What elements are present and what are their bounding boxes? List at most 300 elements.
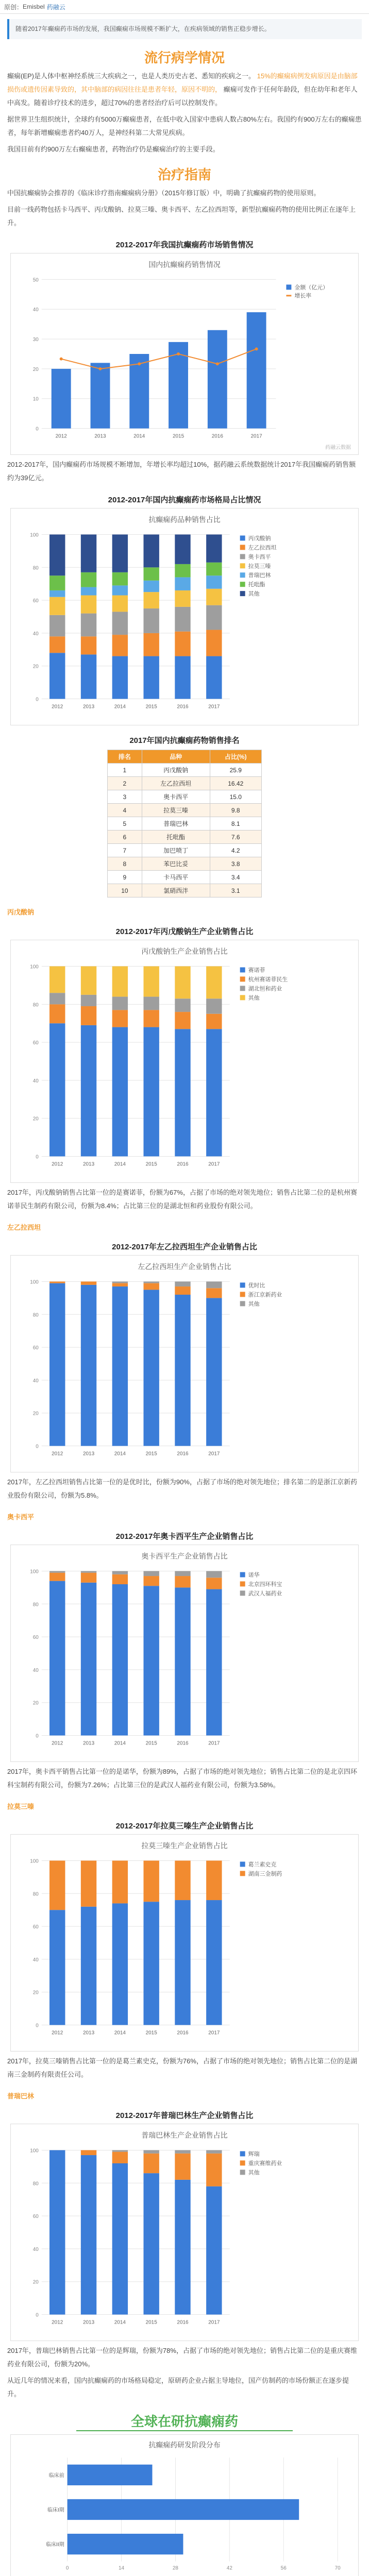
data-point — [177, 352, 180, 355]
bar — [206, 1861, 222, 1901]
highlight-text: 15%的癫痫病例发病原因是由脑部损伤或遗传因素导致的，其中脑部的病因往往是患者年轻，原因不明的， — [7, 72, 358, 94]
bar — [175, 1012, 190, 1029]
y-tick-label: 0 — [36, 426, 39, 432]
bar — [206, 1014, 222, 1029]
chart-title: 2012-2017年我国抗癫痫药市场销售情况 — [115, 241, 254, 250]
section-title-guideline: 治疗指南 — [157, 167, 211, 183]
legend-swatch — [286, 295, 291, 297]
table-row — [108, 817, 262, 831]
legend-swatch — [240, 554, 245, 560]
chart-svg — [11, 2435, 358, 2576]
chart-svg — [11, 1256, 358, 1472]
legend-label: 诺华 — [248, 1572, 260, 1579]
legend-label: 奥卡西平 — [248, 554, 271, 561]
table-cell: 4.2 — [210, 844, 261, 857]
chart-title: 2012-2017年拉莫三嗪生产企业销售占比 — [115, 1822, 254, 1831]
x-tick-label: 2013 — [82, 2319, 95, 2326]
legend-label: 普瑞巴林 — [248, 572, 271, 579]
bar — [81, 1583, 96, 1736]
top-bar — [0, 0, 369, 14]
y-tick-label: 临床前 — [48, 2473, 64, 2479]
paragraph: 2017年，左乙拉西坦销售占比第一位的是优时比，份额为90%，占据了市场的绝对领先地位；排名第二的是浙江京新药业股份有限公司，份额为5.8%。 — [7, 1478, 357, 1500]
chart-svg — [11, 1835, 358, 2051]
bar — [81, 2155, 96, 2314]
paragraph: 据世界卫生组织统计，全球约有5000万癫痫患者，在低中收入国家中患病人数占80%左右。我国约有900万左右的癫痫患者，每年新增癫痫患者约40万人，是神经科第二大常见疾病。 — [7, 115, 362, 137]
bar — [206, 575, 222, 589]
legend-swatch — [240, 536, 245, 541]
x-tick-label: 2012 — [52, 704, 63, 710]
bar — [81, 995, 96, 1006]
x-tick-label: 2012 — [52, 1740, 63, 1747]
y-tick-label: 100 — [30, 1858, 39, 1865]
x-tick-label: 2015 — [145, 1161, 157, 1167]
bar — [175, 1286, 190, 1295]
x-tick-label: 2014 — [114, 2319, 126, 2326]
chart-inner-title: 丙戊酸钠生产企业销售占比 — [141, 947, 228, 956]
y-tick-label: 60 — [32, 1345, 39, 1351]
bar — [112, 1574, 128, 1584]
bar — [81, 1025, 96, 1157]
chart-title: 2012-2017年奥卡西平生产企业销售占比 — [115, 1532, 254, 1541]
table-row — [108, 764, 262, 777]
x-tick-label: 2017 — [208, 2319, 220, 2326]
bar — [112, 535, 128, 572]
legend-label: 增长率 — [294, 293, 312, 299]
table-cell: 3 — [108, 790, 142, 804]
table-cell: 氯硝西泮 — [142, 884, 210, 897]
bar — [91, 363, 110, 429]
y-tick-label: 100 — [30, 532, 39, 538]
table-row — [108, 871, 262, 884]
table-cell: 5 — [108, 817, 142, 831]
bar — [206, 998, 222, 1014]
bar — [175, 1571, 190, 1577]
legend-label: 杭州赛诺菲民生 — [248, 976, 288, 983]
legend-swatch — [240, 545, 245, 550]
bar — [143, 2173, 159, 2314]
table-cell: 8 — [108, 857, 142, 871]
y-tick-label: 100 — [30, 1569, 39, 1575]
legend-swatch — [240, 1871, 245, 1876]
y-tick-label: 60 — [32, 1040, 39, 1046]
bar — [175, 2150, 190, 2154]
bar — [49, 2150, 65, 2315]
bar — [112, 967, 128, 997]
table-cell: 2 — [108, 777, 142, 790]
legend-swatch — [240, 1862, 245, 1867]
bar — [175, 967, 190, 999]
bar — [175, 656, 190, 699]
y-tick-label: 80 — [32, 1312, 39, 1318]
y-tick-label: 80 — [32, 565, 39, 571]
y-tick-label: 0 — [36, 697, 39, 703]
x-tick-label: 2013 — [94, 433, 106, 439]
bar — [112, 2150, 128, 2152]
x-tick-label: 2013 — [82, 1161, 95, 1167]
x-tick-label: 42 — [226, 2565, 232, 2571]
chart-market-size — [10, 253, 359, 455]
chart-inner-title: 抗癫痫药研发阶段分布 — [148, 2441, 221, 2449]
y-tick-label: 20 — [32, 2279, 39, 2285]
table-cell: 苯巴比妥 — [142, 857, 210, 871]
y-tick-label: 40 — [32, 2247, 39, 2253]
ranking-table — [107, 750, 262, 897]
legend-label: 湖北恒和药业 — [248, 986, 282, 992]
bar — [112, 1010, 128, 1027]
y-tick-label: 40 — [32, 1378, 39, 1384]
y-tick-label: 60 — [32, 598, 39, 604]
legend-swatch — [240, 582, 245, 587]
bar — [175, 1282, 190, 1287]
product-tag: 奥卡西平 — [7, 1513, 35, 1521]
table-row — [108, 884, 262, 897]
bar — [81, 2150, 96, 2156]
x-tick-label: 2016 — [211, 433, 223, 439]
bar — [81, 1573, 96, 1583]
bar — [143, 967, 159, 997]
x-tick-label: 2015 — [145, 1740, 157, 1747]
chart-product-share — [10, 1255, 359, 1472]
data-point — [138, 362, 141, 365]
bar — [206, 967, 222, 999]
paragraph — [0, 70, 369, 110]
legend-label: 北京四环科宝 — [248, 1581, 282, 1588]
legend-label: 辉瑞 — [248, 2151, 260, 2158]
bar — [175, 2154, 190, 2180]
legend-label: 其他 — [248, 995, 260, 1002]
bar — [143, 1282, 159, 1283]
bar — [112, 1283, 128, 1286]
bar — [143, 1283, 159, 1290]
y-tick-label: 60 — [32, 1924, 39, 1930]
bar — [81, 655, 96, 699]
bar — [49, 597, 65, 615]
bar — [81, 1006, 96, 1025]
paragraph: 2017年，拉莫三嗪销售占比第一位的是葛兰素史克，份额为76%，占据了市场的绝对领先地位；销售占比第二位的是湖南三金制药有限责任公司。 — [7, 2057, 357, 2079]
table-header-cell: 排名 — [108, 750, 142, 764]
bar — [175, 1861, 190, 1901]
bar — [175, 590, 190, 607]
legend-label: 其他 — [248, 2170, 260, 2176]
bar — [143, 656, 159, 699]
legend-swatch — [240, 591, 245, 596]
chart-inner-title: 奥卡西平生产企业销售占比 — [141, 1552, 228, 1561]
y-tick-label: 40 — [32, 1668, 39, 1674]
table-cell: 15.0 — [210, 790, 261, 804]
table-row — [108, 831, 262, 844]
x-tick-label: 2016 — [177, 2030, 189, 2036]
text: 癫痫可发作于任何年龄段，但在幼年和老年人中高发。随着诊疗技术的进步，超过70%的患者经治疗后可以控制发作。 — [7, 86, 358, 107]
legend-swatch — [240, 1591, 245, 1596]
bar — [112, 2163, 128, 2315]
bar — [175, 1295, 190, 1446]
y-tick-label: 40 — [32, 307, 39, 313]
legend-swatch — [240, 563, 245, 568]
table-cell: 托吡酯 — [142, 831, 210, 844]
data-point — [60, 358, 63, 361]
y-tick-label: 20 — [32, 1116, 39, 1122]
paragraph: 2017年，普瑞巴林销售占比第一位的是辉瑞，份额为78%，占据了市场的绝对领先地位；销售占比第二位的是重庆赛维药业有限公司，份额为20%。 — [7, 2347, 357, 2368]
x-tick-label: 2012 — [52, 2030, 63, 2036]
data-point — [98, 367, 102, 370]
y-tick-label: 20 — [32, 1700, 39, 1706]
legend-label: 湖南三金制药 — [248, 1871, 282, 1877]
bar — [143, 1576, 159, 1586]
section-banner: 全球在研抗癫痫药 — [76, 2411, 293, 2431]
chart-title: 2012-2017年普瑞巴林生产企业销售占比 — [115, 2111, 254, 2121]
legend-swatch — [240, 2151, 245, 2157]
y-tick-label: 80 — [32, 1891, 39, 1897]
bar — [175, 1900, 190, 2025]
bar — [49, 535, 65, 576]
y-tick-label: 50 — [32, 277, 39, 283]
table-row — [108, 844, 262, 857]
chart-title: 2012-2017年丙戊酸钠生产企业销售占比 — [115, 927, 254, 937]
bar — [143, 1902, 159, 2025]
bar — [175, 1029, 190, 1156]
bar — [81, 1285, 96, 1446]
y-tick-label: 临床II期 — [46, 2542, 64, 2548]
bar — [81, 1861, 96, 1907]
legend-swatch — [240, 995, 245, 1001]
bar — [208, 330, 227, 429]
bar — [49, 590, 65, 597]
y-tick-label: 0 — [36, 2312, 39, 2318]
chart-title: 2012-2017年国内抗癫痫药市场格局占比情况 — [108, 496, 261, 505]
bar — [81, 1907, 96, 2025]
paragraph: 目前一线药物包括卡马西平、丙戊酸钠、拉莫三嗪、奥卡西平、左乙拉西坦等，新型抗癫痫药物的使用比例正在逐年上升。 — [7, 206, 356, 227]
bar — [206, 1298, 222, 1446]
bar — [247, 312, 266, 429]
bar — [68, 2465, 153, 2485]
bar — [175, 1576, 190, 1587]
bar — [143, 1290, 159, 1446]
y-tick-label: 0 — [36, 1733, 39, 1739]
legend-swatch — [240, 986, 245, 991]
bar — [143, 633, 159, 656]
table-cell: 加巴喷丁 — [142, 844, 210, 857]
y-tick-label: 10 — [32, 396, 39, 402]
chart-svg — [11, 253, 358, 454]
bar — [175, 564, 190, 578]
chart-inner-title: 抗癫痫药品种销售占比 — [148, 515, 221, 524]
bar — [49, 575, 65, 590]
x-tick-label: 2014 — [114, 704, 126, 710]
bar — [143, 608, 159, 633]
y-tick-label: 0 — [36, 1444, 39, 1450]
data-point — [216, 362, 219, 365]
chart-variety-share — [10, 508, 359, 725]
legend-swatch — [240, 968, 245, 973]
bar — [143, 1571, 159, 1577]
legend-label: 拉莫三嗪 — [248, 563, 271, 570]
table-cell: 16.42 — [210, 777, 261, 790]
bar — [81, 636, 96, 654]
y-tick-label: 80 — [32, 2181, 39, 2187]
bar — [206, 656, 222, 699]
bar — [68, 2499, 299, 2520]
bar — [112, 2152, 128, 2163]
bar — [175, 2180, 190, 2315]
chart-svg — [11, 1545, 358, 1761]
legend-label: 其他 — [248, 1301, 260, 1308]
bar — [52, 369, 71, 429]
bar — [206, 2154, 222, 2187]
table-header-cell: 品种 — [142, 750, 210, 764]
bar — [68, 2534, 183, 2554]
bar — [206, 1900, 222, 2025]
paragraph: 2017年，丙戊酸钠销售占比第一位的是赛诺菲，份额为67%，占据了市场的绝对领先地位；销售占比第二位的是杭州赛诺菲民生制药有限公司，份额为8.4%；占比第三位的是湖北恒和药业股份有限公司。 — [7, 1189, 357, 1210]
bar — [206, 1578, 222, 1589]
table-row — [108, 777, 262, 790]
x-tick-label: 2014 — [133, 433, 145, 439]
x-tick-label: 2012 — [52, 2319, 63, 2326]
bar — [112, 1282, 128, 1283]
x-tick-label: 28 — [172, 2565, 178, 2571]
bar — [49, 1283, 65, 1446]
bar — [49, 993, 65, 1004]
x-tick-label: 2016 — [177, 1161, 189, 1167]
chart-product-share — [10, 940, 359, 1183]
table-cell: 3.8 — [210, 857, 261, 871]
bar — [49, 636, 65, 653]
x-tick-label: 2016 — [177, 704, 189, 710]
bar — [143, 1010, 159, 1027]
bar — [206, 1288, 222, 1298]
x-tick-label: 2015 — [145, 2030, 157, 2036]
x-tick-label: 2015 — [145, 2319, 157, 2326]
summary-box: 随着2017年癫痫药市场的发展，我国癫痫市场规模不断扩大，在疾病领域的销售正稳步增长。 — [7, 19, 362, 39]
legend-swatch — [240, 2161, 245, 2166]
table-cell: 3.1 — [210, 884, 261, 897]
table-cell: 左乙拉西坦 — [142, 777, 210, 790]
bar — [175, 632, 190, 656]
bar — [143, 1586, 159, 1735]
table-row — [108, 857, 262, 871]
chart-svg — [11, 940, 358, 1182]
bar — [175, 998, 190, 1012]
legend-swatch — [240, 1283, 245, 1288]
y-tick-label: 40 — [32, 1078, 39, 1084]
bar — [81, 596, 96, 614]
bar — [112, 1286, 128, 1446]
product-tag: 拉莫三嗪 — [7, 1803, 35, 1811]
bar — [49, 1023, 65, 1156]
x-tick-label: 2013 — [82, 704, 95, 710]
x-tick-label: 2012 — [52, 1451, 63, 1457]
table-cell: 9.8 — [210, 804, 261, 817]
legend-label: 优时比 — [248, 1282, 265, 1289]
product-tag: 丙戊酸钠 — [7, 908, 35, 917]
legend-swatch — [240, 1301, 245, 1307]
x-tick-label: 2015 — [172, 433, 184, 439]
x-tick-label: 2017 — [208, 1161, 220, 1167]
bar — [81, 967, 96, 995]
bar — [49, 967, 65, 993]
bar — [112, 635, 128, 656]
y-tick-label: 100 — [30, 964, 39, 970]
bar — [49, 653, 65, 699]
bar — [143, 2150, 159, 2154]
table-cell: 1 — [108, 764, 142, 777]
legend-label: 其他 — [248, 591, 260, 598]
x-tick-label: 2013 — [82, 1451, 95, 1457]
x-tick-label: 2014 — [114, 2030, 126, 2036]
text: 癫痫(EP)是人体中枢神经系统三大疾病之一，也是人类历史古老、悉知的疾病之一。 — [7, 72, 256, 80]
y-tick-label: 20 — [32, 367, 39, 373]
bar — [81, 572, 96, 587]
table-cell: 奥卡西平 — [142, 790, 210, 804]
table-cell: 7.6 — [210, 831, 261, 844]
legend-swatch — [240, 1292, 245, 1297]
y-tick-label: 60 — [32, 2214, 39, 2220]
table-cell: 8.1 — [210, 817, 261, 831]
bar — [206, 1029, 222, 1156]
table-cell: 3.4 — [210, 871, 261, 884]
chart-inner-title: 普瑞巴林生产企业销售占比 — [141, 2131, 228, 2140]
x-tick-label: 2016 — [177, 1740, 189, 1747]
y-tick-label: 40 — [32, 631, 39, 637]
table-cell: 7 — [108, 844, 142, 857]
bar — [81, 1282, 96, 1285]
bar — [206, 605, 222, 630]
bar — [143, 1027, 159, 1157]
table-header-cell: 占比(%) — [210, 750, 261, 764]
table-row — [108, 804, 262, 817]
y-tick-label: 0 — [36, 2023, 39, 2029]
bar — [206, 563, 222, 576]
paragraph: 从近几年的情况来看，国内抗癫痫药的市场格局稳定，原研药企业占据主导地位，国产仿制药的市场份额正在逐步提升。 — [7, 2377, 349, 2398]
bar — [112, 1571, 128, 1574]
x-tick-label: 2017 — [208, 1451, 220, 1457]
bar — [175, 607, 190, 632]
product-tag: 左乙拉西坦 — [7, 1224, 41, 1232]
x-tick-label: 2012 — [55, 433, 67, 439]
bar — [49, 1571, 65, 1573]
bar — [49, 1861, 65, 1910]
legend-label: 浙江京新药业 — [248, 1292, 282, 1298]
table-cell: 10 — [108, 884, 142, 897]
chart-title: 2012-2017年左乙拉西坦生产企业销售占比 — [112, 1243, 257, 1252]
x-tick-label: 2014 — [114, 1740, 126, 1747]
legend-swatch — [240, 977, 245, 982]
bar — [206, 535, 222, 563]
bar — [206, 589, 222, 605]
x-tick-label: 56 — [280, 2565, 287, 2571]
legend-label: 武汉人福药业 — [248, 1590, 282, 1597]
legend-label: 重庆赛维药业 — [248, 2160, 282, 2167]
legend-swatch — [240, 1572, 245, 1578]
data-point — [255, 348, 258, 351]
bar — [143, 1861, 159, 1902]
table-cell: 9 — [108, 871, 142, 884]
bar — [81, 587, 96, 596]
legend-label: 丙戊酸钠 — [248, 535, 271, 542]
chart-pipeline-phase — [10, 2434, 359, 2576]
y-tick-label: 30 — [32, 337, 39, 343]
x-tick-label: 14 — [119, 2565, 125, 2571]
bar — [143, 567, 159, 581]
paragraph: 2017年，奥卡西平销售占比第一位的是诺华，份额为89%，占据了市场的绝对领先地位；销售占比第二位的是北京四环科宝制药有限公司，份额为7.26%；占比第三位的是武汉人福药业有限公司，份额为3.58%。 — [7, 1768, 357, 1789]
topbar-link[interactable]: 药融云 — [46, 3, 65, 11]
bar — [143, 2154, 159, 2173]
bar — [143, 535, 159, 568]
table-cell: 25.9 — [210, 764, 261, 777]
chart-svg — [11, 2124, 358, 2341]
chart-inner-title: 国内抗癫痫药销售情况 — [148, 260, 221, 269]
x-tick-label: 2016 — [177, 1451, 189, 1457]
bar — [175, 578, 190, 591]
